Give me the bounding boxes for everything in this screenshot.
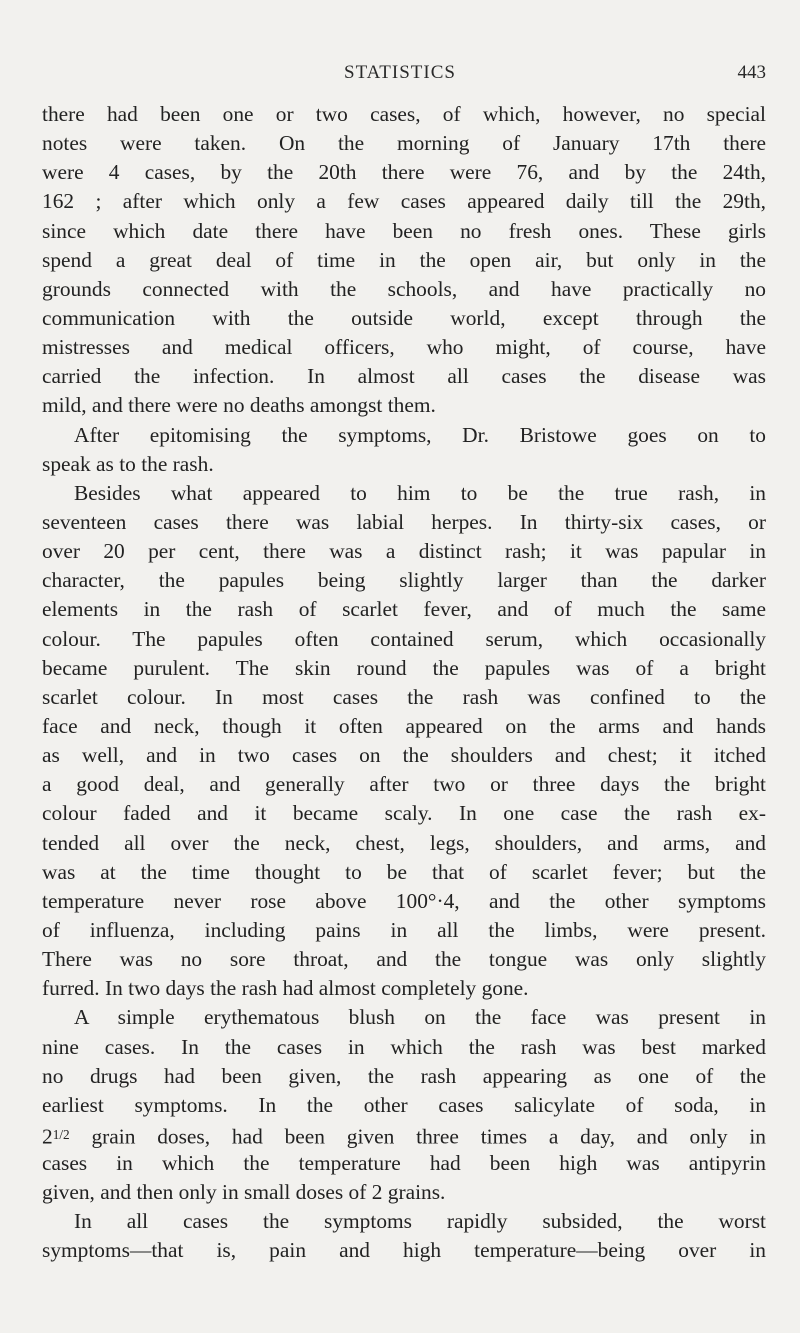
text-line xyxy=(42,1062,766,1091)
line-text: spend a great deal of time in the open air, but only in the xyxy=(42,247,766,272)
text-line xyxy=(42,625,766,654)
text-line xyxy=(42,974,766,1003)
line-text: were 4 cases, by the 20th there were 76, and by the 24th, xyxy=(42,160,766,185)
line-text: as well, and in two cases on the shoulders and chest; it itched xyxy=(42,743,766,768)
text-line xyxy=(42,362,766,391)
page-header xyxy=(0,62,800,88)
text-line xyxy=(42,217,766,246)
line-text: a good deal, and generally after two or three days the bright xyxy=(42,772,766,797)
text-line xyxy=(42,391,766,420)
mixed-number-whole: 2 xyxy=(42,1124,53,1149)
text-line xyxy=(42,537,766,566)
text-line xyxy=(42,333,766,362)
text-line xyxy=(42,829,766,858)
running-head: STATISTICS xyxy=(344,62,456,83)
line-text: speak as to the rash. xyxy=(42,451,214,476)
line-text: colour. The papules often contained serum, which occasionally xyxy=(42,626,766,651)
line-text: grounds connected with the schools, and have practically no xyxy=(42,276,766,301)
text-line xyxy=(42,566,766,595)
text-line xyxy=(42,1033,766,1062)
line-text: nine cases. In the cases in which the rash was best marked xyxy=(42,1034,766,1059)
line-text: mild, and there were no deaths amongst them. xyxy=(42,393,436,418)
text-line xyxy=(42,1207,766,1236)
text-line xyxy=(42,304,766,333)
text-line xyxy=(42,858,766,887)
text-line xyxy=(42,799,766,828)
text-line xyxy=(42,187,766,216)
text-line xyxy=(42,158,766,187)
line-text: communication with the outside world, except through the xyxy=(42,305,766,330)
text-line xyxy=(42,1120,766,1149)
line-text: was at the time thought to be that of scarlet fever; but the xyxy=(42,859,766,884)
line-text: notes were taken. On the morning of January 17th there xyxy=(42,131,766,156)
line-text: A simple erythematous blush on the face was present in xyxy=(74,1005,766,1030)
text-line xyxy=(42,421,766,450)
text-line xyxy=(42,246,766,275)
line-text: tended all over the neck, chest, legs, shoulders, and arms, and xyxy=(42,830,766,855)
text-line xyxy=(42,508,766,537)
text-line xyxy=(42,1149,766,1178)
line-text: Besides what appeared to him to be the true rash, in xyxy=(74,480,766,505)
text-line xyxy=(42,450,766,479)
text-line xyxy=(42,887,766,916)
text-line xyxy=(42,129,766,158)
line-text: no drugs had been given, the rash appearing as one of the xyxy=(42,1063,766,1088)
text-line xyxy=(42,770,766,799)
text-line xyxy=(42,916,766,945)
text-line xyxy=(42,1003,766,1032)
line-text: there had been one or two cases, of which, however, no special xyxy=(42,102,766,126)
line-text: over 20 per cent, there was a distinct rash; it was papular in xyxy=(42,539,766,564)
text-line xyxy=(42,1236,766,1265)
line-text: of influenza, including pains in all the limbs, were present. xyxy=(42,917,766,942)
text-line xyxy=(42,1178,766,1207)
line-text: given, and then only in small doses of 2 grains. xyxy=(42,1180,446,1205)
line-text: colour faded and it became scaly. In one case the rash ex- xyxy=(42,801,766,826)
text-line xyxy=(42,945,766,974)
fraction: 1/2 xyxy=(52,1126,70,1142)
text-line xyxy=(42,479,766,508)
text-line xyxy=(42,275,766,304)
text-line xyxy=(42,595,766,624)
text-line xyxy=(42,100,766,129)
line-text: face and neck, though it often appeared on the arms and hands xyxy=(42,713,766,738)
text-line xyxy=(42,683,766,712)
line-text: temperature never rose above 100°·4, and the other symptoms xyxy=(42,888,766,913)
line-text: In all cases the symptoms rapidly subsided, the worst xyxy=(74,1209,766,1234)
text-line xyxy=(42,741,766,770)
line-text: since which date there have been no fresh ones. These girls xyxy=(42,218,766,243)
line-text: elements in the rash of scarlet fever, and of much the same xyxy=(42,597,766,622)
line-text: After epitomising the symptoms, Dr. Bristowe goes on to xyxy=(74,422,766,447)
line-text: scarlet colour. In most cases the rash was confined to the xyxy=(42,684,766,709)
text-line xyxy=(42,712,766,741)
line-text: character, the papules being slightly larger than the darker xyxy=(42,568,766,593)
line-text: mistresses and medical officers, who might, of course, have xyxy=(42,335,766,360)
line-text: carried the infection. In almost all cases the disease was xyxy=(42,364,766,389)
line-text: symptoms—that is, pain and high temperature—being over in xyxy=(42,1238,766,1263)
line-text: There was no sore throat, and the tongue was only slightly xyxy=(42,947,766,972)
line-text: grain doses, had been given three times a day, and only in xyxy=(91,1124,766,1149)
body-text xyxy=(42,100,766,1266)
text-line xyxy=(42,1091,766,1120)
line-text: cases in which the temperature had been high was antipyrin xyxy=(42,1151,766,1176)
line-text: earliest symptoms. In the other cases salicylate of soda, in xyxy=(42,1092,766,1117)
line-text: became purulent. The skin round the papules was of a bright xyxy=(42,655,766,680)
line-text: seventeen cases there was labial herpes. In thirty-six cases, or xyxy=(42,509,766,534)
line-text: furred. In two days the rash had almost completely gone. xyxy=(42,976,529,1001)
page-number: 443 xyxy=(737,62,766,83)
text-line xyxy=(42,654,766,683)
line-text: 162 ; after which only a few cases appeared daily till the 29th, xyxy=(42,189,766,214)
